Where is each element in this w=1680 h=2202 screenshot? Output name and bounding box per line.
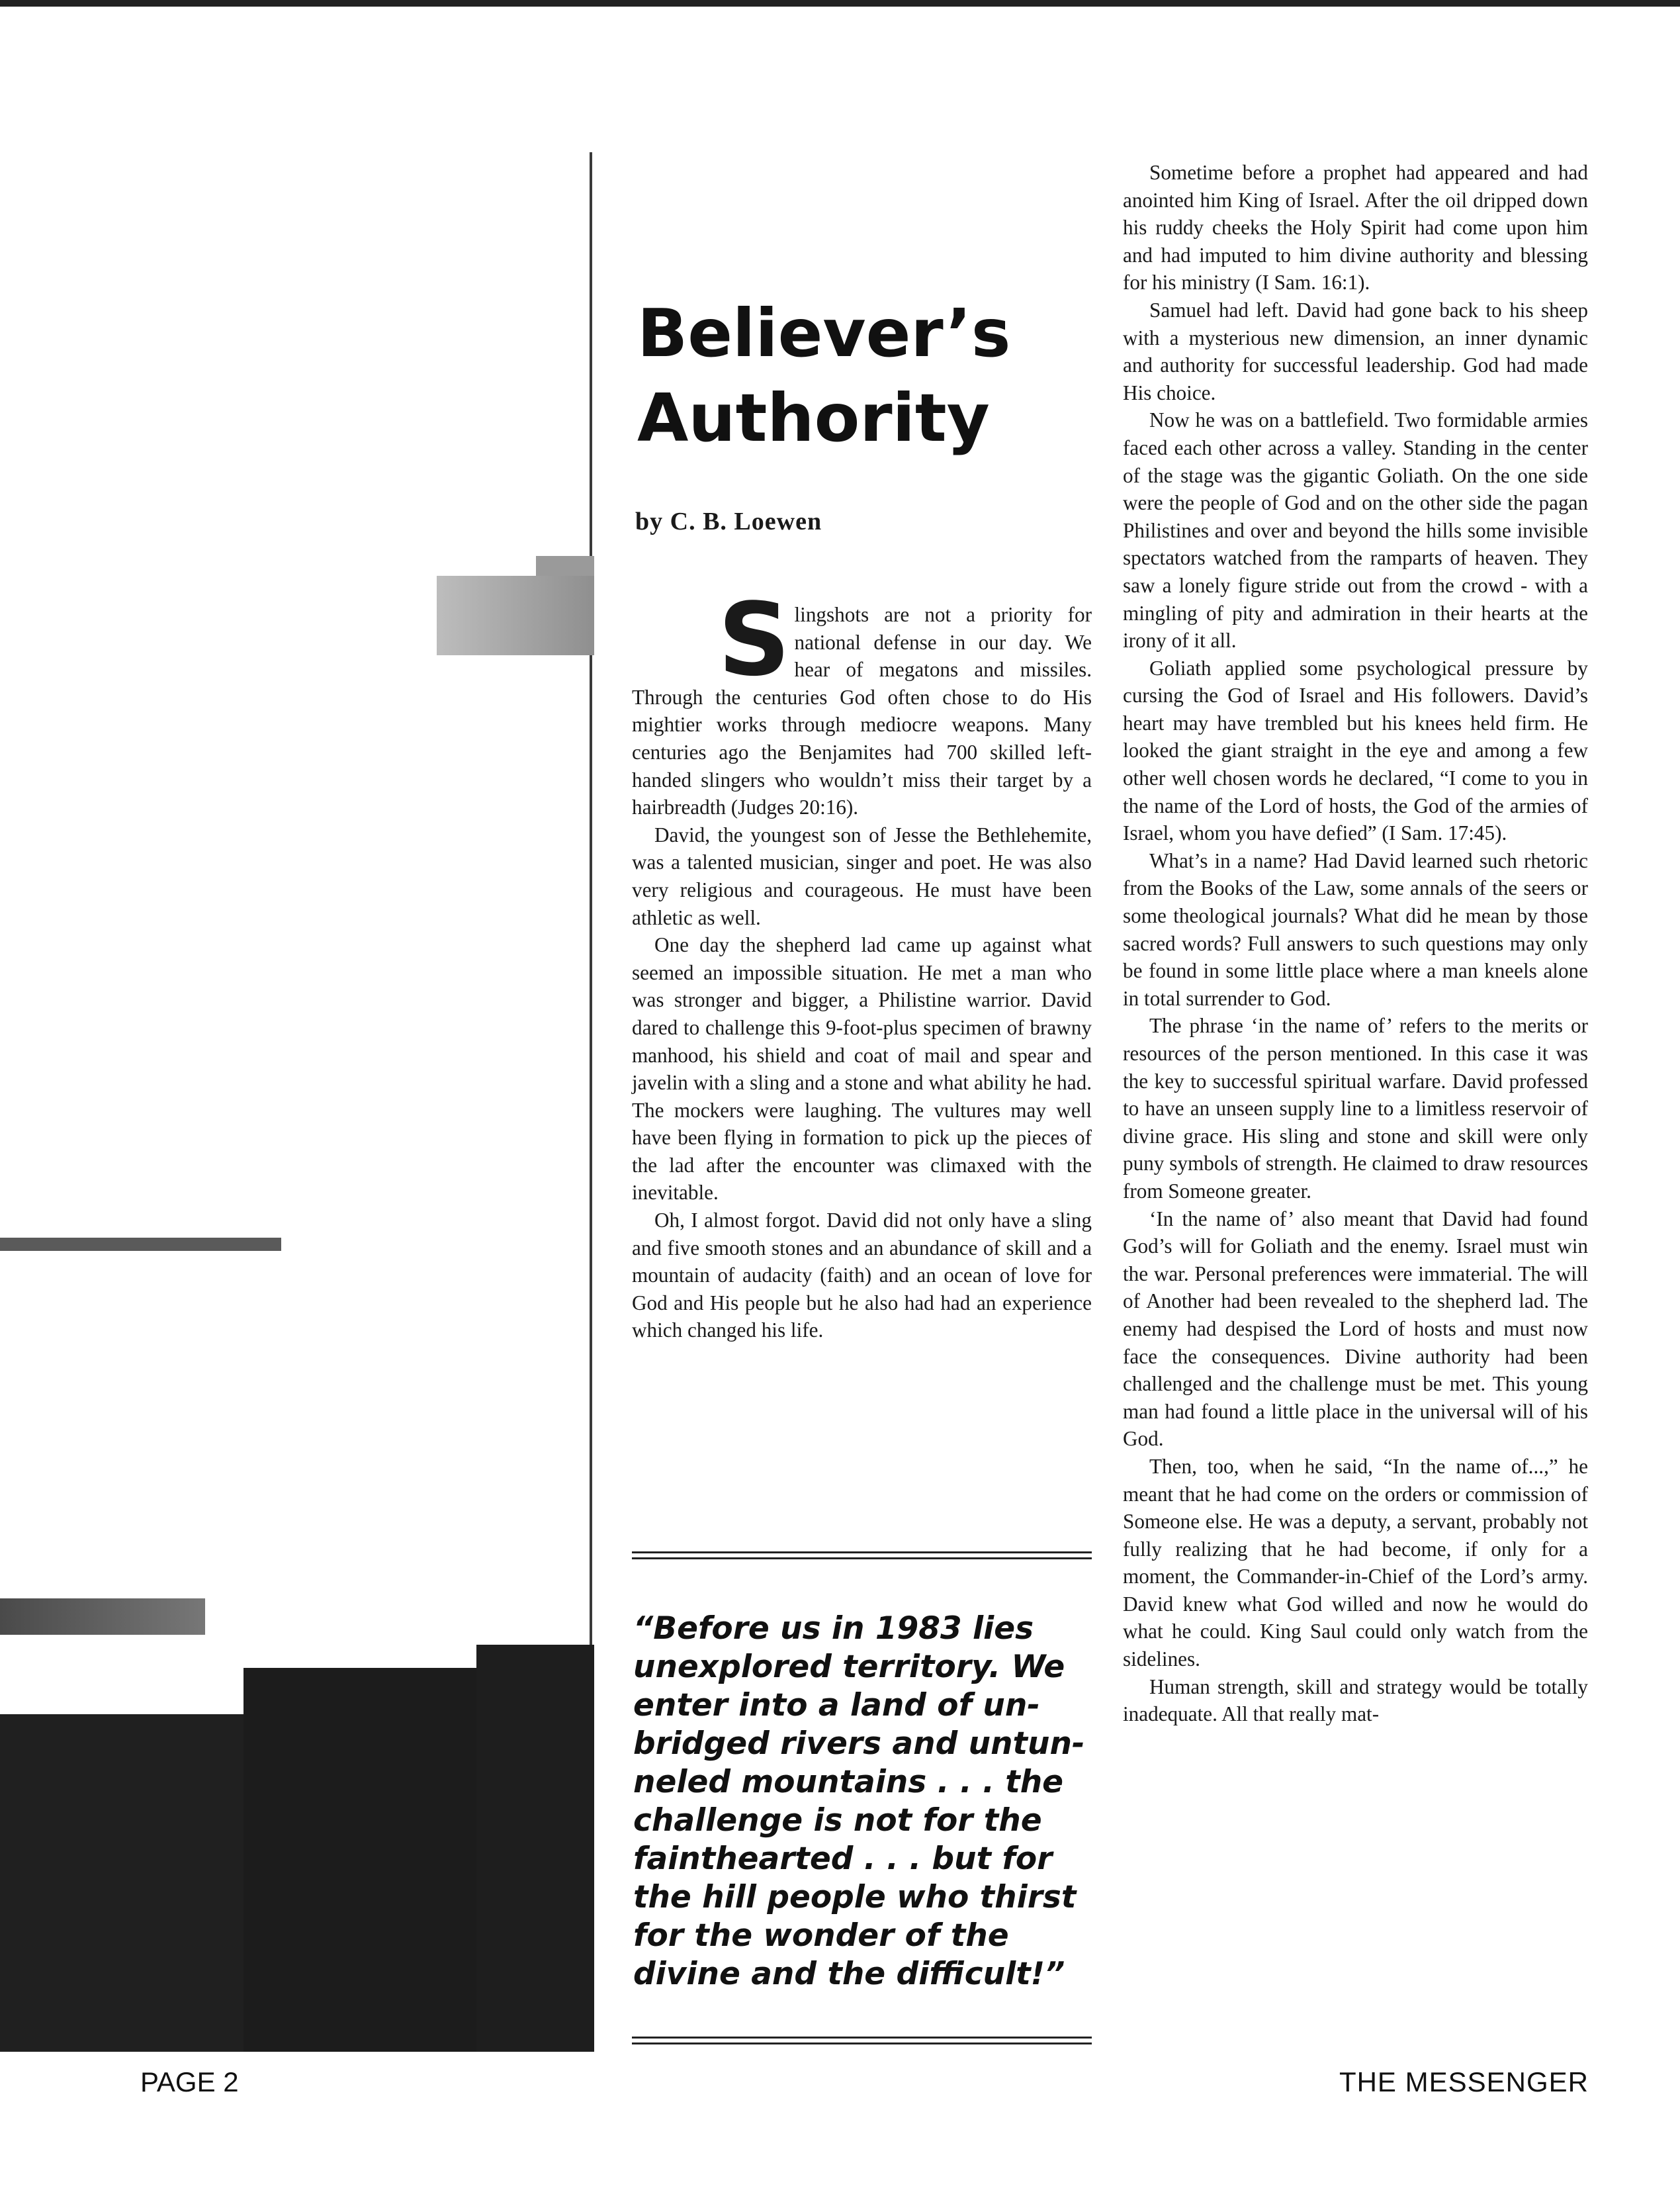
paragraph: Goliath applied some psychological pressure by cursing the God of Israel and His followers. David’s heart may have trembled but his knees held firm. He looked the giant straight in the eye and among a few other well chosen words he declared, “I come to you in the name of the Lord of hosts, the God of the armies of Israel, whom you have defied” (I Sam. 17:45).: [1123, 656, 1588, 845]
article-photo: [0, 152, 594, 2052]
drop-cap: S: [718, 581, 791, 698]
column-2-text: [1123, 159, 1588, 1728]
paragraph: One day the shepherd lad came up against what seemed an impossible situation. He met a man who was stronger and bigger, a Philistine warrior. David dared to challenge this 9-foot-plus specimen of brawny manhood, his shield and coat of mail and spear and javelin with a sling and a stone and what ability he had. The mockers were laughing. The vultures may well have been flying in formation to pick up the pieces of the lad after the encounter was climaxed with the inevitable.: [632, 933, 1092, 1205]
photo-fragment: [0, 1714, 243, 2052]
paragraph: What’s in a name? Had David learned such rhetoric from the Books of the Law, some annals of the seers or some theological journals? What did he mean by those sacred words? Full answers to such questions may only be found in some little place where a man kneels alone in total surrender to God.: [1123, 849, 1588, 1010]
photo-fragment: [437, 576, 594, 655]
article-title: [637, 291, 1092, 461]
photo-fragment: [476, 1645, 594, 2052]
paragraph: ‘In the name of’ also meant that David had found God’s will for Goliath and the enemy. Israel must win the war. Personal preferences were immaterial. The will of Another had been revealed to the shepherd lad. The enemy had despised the Lord of hosts and must now face the consequences. Divine authority had been challenged and the challenge must be met. This young man had found a little place in the universal will of his God.: [1123, 1207, 1588, 1451]
article-column-1: [632, 152, 1092, 1344]
column-1-text: [632, 581, 1092, 1344]
byline: by C. B. Loewen: [635, 508, 822, 535]
lead-paragraph-text: lingshots are not a priority for national defense in our day. We hear of megatons and missiles. Through the centuries God often chose to do His mightier works through mediocre weapons. Many centuries ago the Benjamites had 700 skilled left-handed slingers who wouldn’t miss their target by a hairbreadth (Judges 20:16).: [632, 603, 1092, 819]
divider: [632, 1551, 1092, 1553]
pull-quote: “Before us in 1983 lies unexplored territory. We enter into a land of un- bridged rivers and untun- neled mountains . . . the challenge is not for the fainthearted . . . but for the hill people who thirst for the wonder of the divine and the difficult!”: [633, 1610, 1085, 1992]
paragraph: Then, too, when he said, “In the name of...,” he meant that he had come on the orders or commission of Someone else. He was a deputy, a servant, probably not fully realizing that he had become, if only for a moment, the Commander-in-Chief of the Lord’s army. David knew what God willed and now he would do what he could. King Saul could only watch from the sidelines.: [1123, 1454, 1588, 1671]
title-line-1: Believer’s: [637, 295, 1011, 372]
photo-fragment: [0, 1598, 205, 1635]
photo-fragment: [243, 1668, 476, 2052]
paragraph: Human strength, skill and strategy would be totally inadequate. All that really mat-: [1123, 1674, 1588, 1726]
paragraph: The phrase ‘in the name of’ refers to the merits or resources of the person mentioned. In this case it was the key to successful spiritual warfare. David professed to have an unseen supply line to a limitless reservoir of divine grace. His sling and stone and skill were only puny symbols of strength. He claimed to draw resources from Someone greater.: [1123, 1014, 1588, 1203]
paragraph: David, the youngest son of Jesse the Bethlehemite, was a talented musician, singer and poet. He was also very religious and courageous. He must have been athletic as well.: [632, 823, 1092, 929]
paragraph: Now he was on a battlefield. Two formidable armies faced each other across a valley. Standing in the center of the stage was the gigantic Goliath. On the one side were the people of God and on the other side the pagan Philistines and over and beyond the hills some invisible spectators watched from the ramparts of heaven. They saw a lonely figure stride out from the crowd - with a mingling of pity and admiration in their hearts at the irony of it all.: [1123, 408, 1588, 653]
photo-fragment: [0, 1238, 281, 1251]
paragraph: Samuel had left. David had gone back to his sheep with a mysterious new dimension, an inner dynamic and authority for successful leadership. God had made His choice.: [1123, 298, 1588, 404]
pull-quote-bottom-rules: [632, 2037, 1092, 2048]
title-line-2: Authority: [637, 379, 990, 457]
paragraph: Sometime before a prophet had appeared and had anointed him King of Israel. After the oil dripped down his ruddy cheeks the Holy Spirit had come upon him and had imputed to him divine authority and blessing for his ministry (I Sam. 16:1).: [1123, 161, 1588, 295]
page-number: PAGE 2: [140, 2066, 239, 2097]
pull-quote-top-rules: [632, 1551, 1092, 1563]
lead-paragraph: [632, 581, 1092, 821]
divider: [632, 1557, 1092, 1559]
paragraph: Oh, I almost forgot. David did not only have a sling and five smooth stones and an abundance of skill and a mountain of audacity (faith) and an ocean of love for God and His people but he also had had an experience which changed his life.: [632, 1209, 1092, 1342]
divider: [632, 2037, 1092, 2039]
article-column-2: [1123, 159, 1588, 1728]
divider: [632, 2042, 1092, 2044]
publication-name: THE MESSENGER: [1339, 2066, 1589, 2097]
scan-top-border: [0, 0, 1680, 7]
